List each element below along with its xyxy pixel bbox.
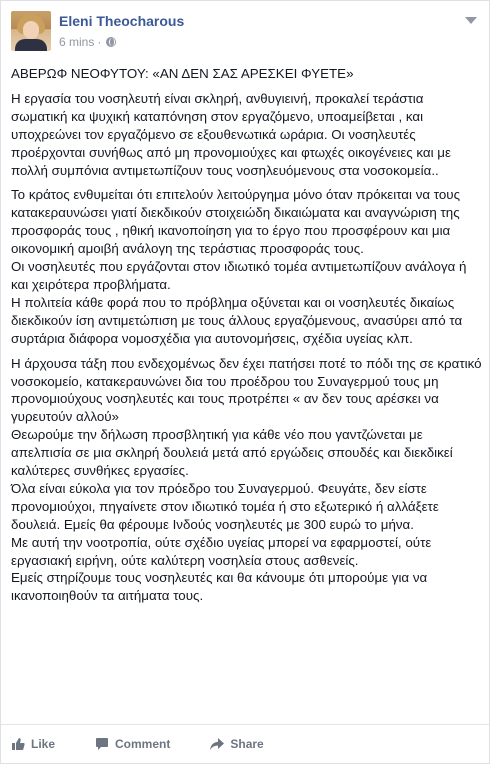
post-paragraph-4: Η πολιτεία κάθε φορά που το πρόβλημα οξύνεται και οι νοσηλευτές δικαίως διεκδικούν ίση αντιμετώπιση με τους άλλους εργαζόμενους, ανασύρει από τα συρτάρια διάφορα νομοσχέδια για αυτονομήσεις, σχέδια υγείας κλπ. bbox=[11, 294, 463, 346]
post-actions bbox=[1, 724, 489, 763]
avatar-face bbox=[23, 21, 39, 39]
share-button[interactable] bbox=[210, 737, 263, 751]
share-label: Share bbox=[230, 737, 264, 751]
like-label: Like bbox=[31, 737, 56, 751]
like-button[interactable] bbox=[11, 737, 55, 751]
comment-bubble-icon bbox=[95, 737, 109, 751]
post-paragraph-9: Εμείς στηρίζουμε τους νοσηλευτές και θα κάνουμε ότι μπορούμε για να ικανοποιηθούν τα αιτήματα τους. bbox=[11, 570, 428, 604]
post-paragraph-6: Θεωρούμε την δήλωση προσβλητική για κάθε νέο που γαντζώνεται με απελπισία σε μια σκληρή δουλειά μετά από εργώδεις σπουδές και διεκδικεί καλύτερες συνθήκες εργασίες. bbox=[11, 427, 453, 479]
comment-button[interactable] bbox=[95, 737, 170, 751]
chevron-down-icon[interactable] bbox=[465, 17, 477, 24]
post-body bbox=[11, 65, 483, 605]
author-name[interactable]: Eleni Theocharous bbox=[59, 13, 185, 29]
post-paragraph-1: Η εργασία του νοσηλευτή είναι σκληρή, ανθυγιεινή, προκαλεί τεράστια σωματική κα ψυχική καταπόνηση στον εργαζόμενο, υποαμείβεται , και υποχρεώνει τον εργαζόμενο σε εξουθενωτικά ωράρια. Οι νοσηλευτές προέρχονται συνήθως από μη προνομιούχες και φτωχές οικογένειες και με πολλή συμπόνια αντιμετωπίζουν τους νοσηλευόμενους στα νοσοκομεία.. bbox=[11, 90, 451, 178]
post-timestamp[interactable]: 6 mins bbox=[59, 35, 95, 49]
post-header bbox=[11, 11, 481, 57]
avatar[interactable] bbox=[11, 11, 51, 51]
post-paragraph-5: Η άρχουσα τάξη που ενδεχομένως δεν έχει πατήσει ποτέ το πόδι της σε κρατικό νοσοκομείο, κατακεραυνώνει δια του προέδρου του Συναγερμού τους μη προνομιούχους νοσηλευτές και τους προτρέπει « αν δεν τους αρέσκει να γυρευτούν αλλού» bbox=[11, 355, 482, 425]
post-paragraph-7: Όλα είναι εύκολα για τον πρόεδρο του Συναγερμού. Φευγάτε, δεν είστε προνομιούχοι, πηγαίνετε στον ιδιωτικό τομέα ή στο εξωτερικό ή αλλάξετε δουλειά. Εμείς θα φέρουμε Ινδούς νοσηλευτές με 300 ευρώ το μήνα. bbox=[11, 480, 439, 532]
meta-separator: · bbox=[97, 35, 102, 49]
post-paragraph-2: Το κράτος ενθυμείται ότι επιτελούν λειτούργημα μόνο όταν πρόκειται να τους κατακεραυνώσει γιατί διεκδικούν στοιχειώδη δικαιώματα και αναγνώριση της προσφοράς τους , ηθική ικανοποίηση για το έργο που προσφέρουν και μια οικονομική αμοιβή ανάλογη της τεράστιας προσφοράς τους. bbox=[11, 187, 461, 257]
thumbs-up-icon bbox=[11, 737, 25, 751]
avatar-shirt bbox=[15, 39, 47, 51]
share-arrow-icon bbox=[210, 737, 224, 751]
post-headline: ΑΒΕΡΩΦ ΝΕΟΦΥΤΟΥ: «ΑΝ ΔΕΝ ΣΑΣ ΑΡΕΣΚΕΙ ΦΥΕΤΕ» bbox=[11, 66, 354, 81]
post-meta bbox=[59, 35, 116, 49]
post-paragraph-8: Με αυτή την νοοτροπία, ούτε σχέδιο υγείας μπορεί να εφαρμοστεί, ούτε εργασιακή ειρήνη, ούτε καλύτερη νοσηλεία στους ασθενείς. bbox=[11, 534, 432, 568]
comment-label: Comment bbox=[115, 737, 171, 751]
post-paragraph-3: Οι νοσηλευτές που εργάζονται στον ιδιωτικό τομέα αντιμετωπίζουν ανάλογα ή και χειρότερα προβλήματα. bbox=[11, 259, 467, 292]
globe-icon[interactable] bbox=[106, 37, 116, 47]
